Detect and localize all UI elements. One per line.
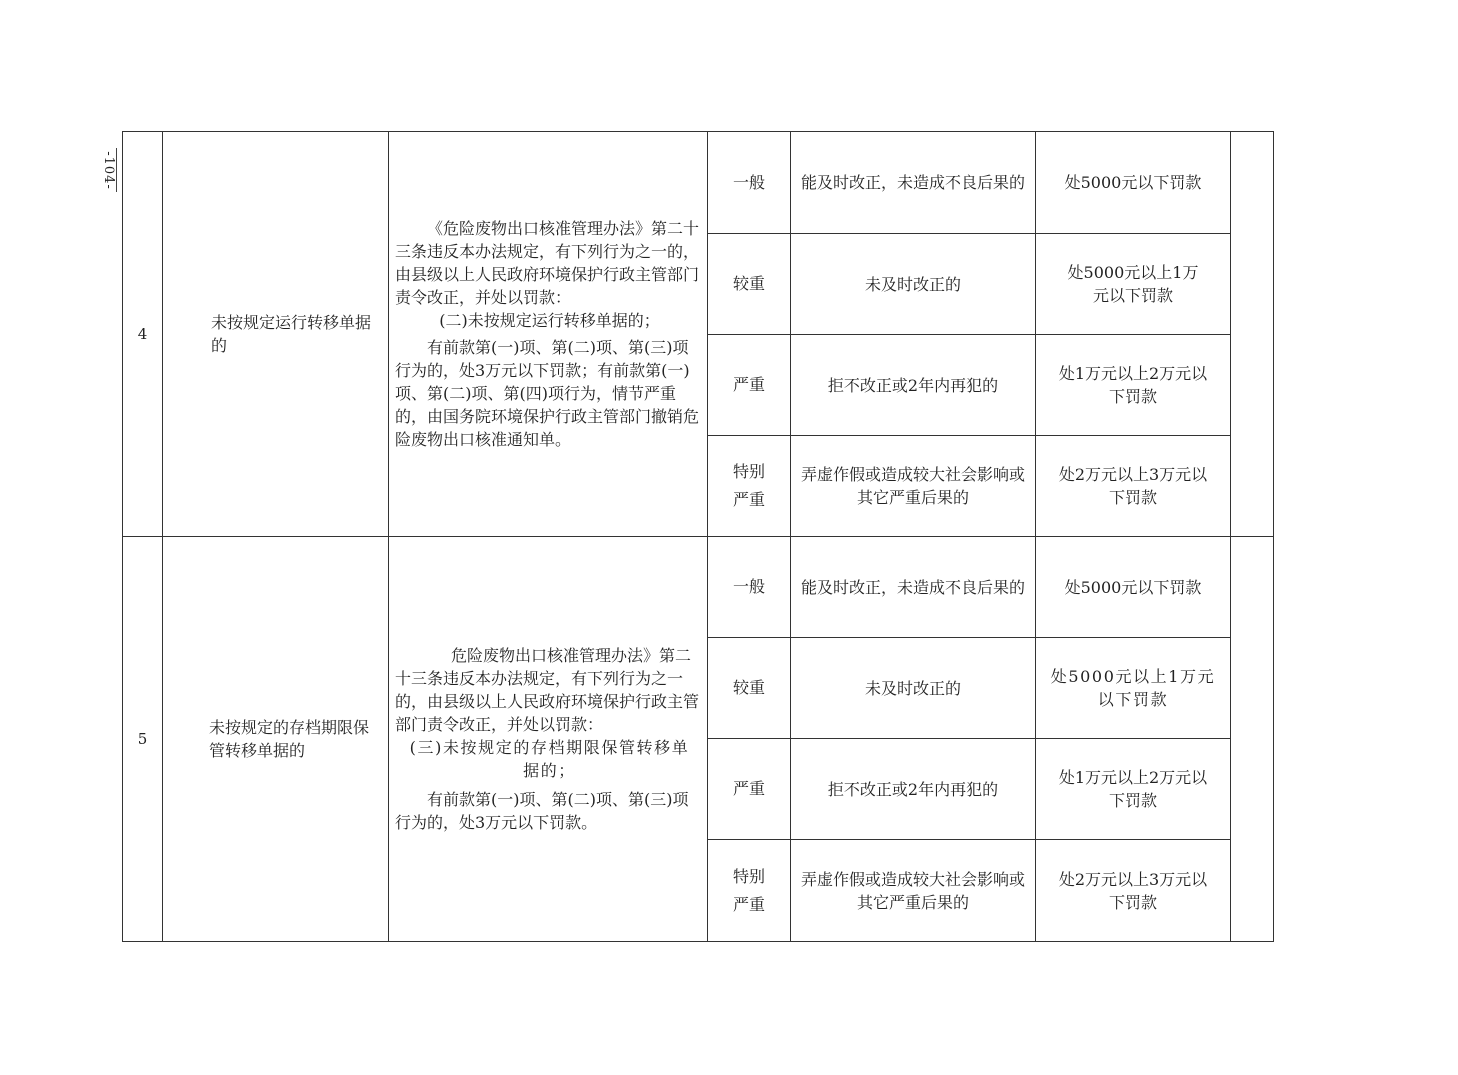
legal-basis-cell <box>389 132 708 537</box>
violation-item-cell: 未按规定的存档期限保管转移单据的 <box>163 537 389 942</box>
severity-level-cell: 一般 <box>708 132 791 234</box>
penalty-standard-cell: 处1万元以上2万元以下罚款 <box>1036 335 1231 436</box>
page-number-rule <box>116 148 117 192</box>
table-row <box>123 132 1274 234</box>
penalty-standard-cell: 处5000元以上1万元以下罚款 <box>1036 638 1231 739</box>
legal-basis-text <box>395 217 704 451</box>
remark-cell <box>1231 537 1274 942</box>
severity-level-cell: 严重 <box>708 739 791 840</box>
penalty-standard-cell: 处2万元以上3万元以下罚款 <box>1036 436 1231 537</box>
severity-level-cell: 较重 <box>708 638 791 739</box>
severity-level-cell: 特别严重 <box>708 840 791 942</box>
violation-situation-cell: 弄虚作假或造成较大社会影响或其它严重后果的 <box>791 840 1036 942</box>
legal-basis-paragraph: 《危险废物出口核准管理办法》第二十三条违反本办法规定，有下列行为之一的，由县级以上人民政府环境保护行政主管部门责令改正，并处以罚款： <box>395 219 700 307</box>
violation-situation-cell: 未及时改正的 <box>791 234 1036 335</box>
violation-situation-cell: 未及时改正的 <box>791 638 1036 739</box>
legal-basis-text <box>395 644 704 834</box>
legal-basis-paragraph: (二)未按规定运行转移单据的； <box>439 311 660 330</box>
penalty-standard-cell: 处5000元以下罚款 <box>1036 537 1231 638</box>
legal-basis-paragraph: 有前款第(一)项、第(二)项、第(三)项行为的，处3万元以下罚款。 <box>395 790 689 832</box>
legal-basis-cell <box>389 537 708 942</box>
violation-situation-cell: 拒不改正或2年内再犯的 <box>791 739 1036 840</box>
violation-situation-cell: 能及时改正，未造成不良后果的 <box>791 132 1036 234</box>
severity-level-cell: 严重 <box>708 335 791 436</box>
severity-level-cell: 较重 <box>708 234 791 335</box>
row-number-cell: 5 <box>123 537 163 942</box>
violation-item-cell: 未按规定运行转移单据的 <box>163 132 389 537</box>
penalty-standards-table <box>122 131 1274 942</box>
violation-situation-cell: 能及时改正，未造成不良后果的 <box>791 537 1036 638</box>
penalty-standard-cell: 处5000元以上1万元以下罚款 <box>1036 234 1231 335</box>
penalty-standard-cell: 处5000元以下罚款 <box>1036 132 1231 234</box>
legal-basis-paragraph: 危险废物出口核准管理办法》第二十三条违反本办法规定，有下列行为之一的，由县级以上人民政府环境保护行政主管部门责令改正，并处以罚款： <box>395 646 700 734</box>
row-number-cell: 4 <box>123 132 163 537</box>
remark-cell <box>1231 132 1274 537</box>
severity-level-cell: 一般 <box>708 537 791 638</box>
violation-situation-cell: 弄虚作假或造成较大社会影响或其它严重后果的 <box>791 436 1036 537</box>
table-row <box>123 537 1274 638</box>
violation-situation-cell: 拒不改正或2年内再犯的 <box>791 335 1036 436</box>
severity-level-cell: 特别严重 <box>708 436 791 537</box>
penalty-standard-cell: 处2万元以上3万元以下罚款 <box>1036 840 1231 942</box>
page-number-text: -104- <box>100 150 116 190</box>
page-number <box>96 148 120 192</box>
legal-basis-paragraph: (三)未按规定的存档期限保管转移单据的； <box>409 738 690 780</box>
legal-basis-paragraph: 有前款第(一)项、第(二)项、第(三)项行为的，处3万元以下罚款；有前款第(一)项、第(二)项、第(四)项行为，情节严重的，由国务院环境保护行政主管部门撤销危险废物出口核准通知单。 <box>395 338 700 449</box>
penalty-standard-cell: 处1万元以上2万元以下罚款 <box>1036 739 1231 840</box>
